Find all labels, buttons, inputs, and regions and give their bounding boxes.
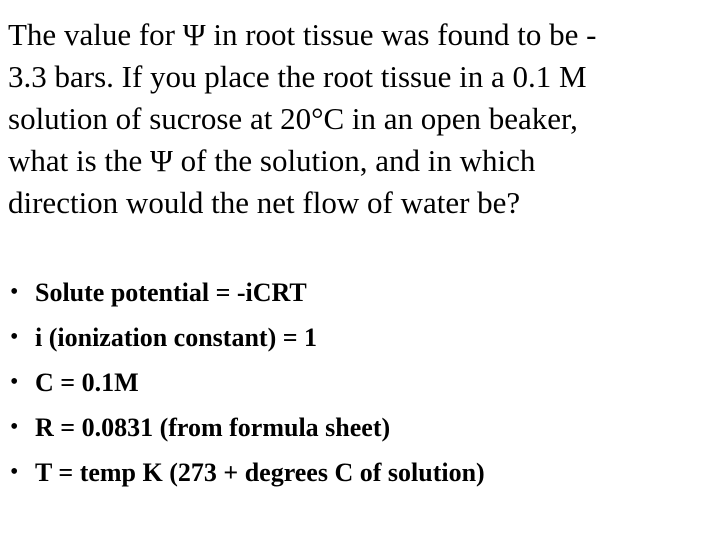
bullet-item-gas-constant bbox=[0, 405, 720, 450]
question-line: 3.3 bars. If you place the root tissue in a 0.1 M bbox=[8, 59, 587, 94]
bullet-item-solute-potential bbox=[0, 270, 720, 315]
bullet-item-ionization-constant bbox=[0, 315, 720, 360]
bullet-icon: • bbox=[10, 324, 19, 350]
bullet-list bbox=[0, 270, 720, 495]
bullet-text: Solute potential = -iCRT bbox=[35, 278, 307, 307]
question-line: The value for Ψ in root tissue was found to be - bbox=[8, 17, 597, 52]
question-text bbox=[8, 14, 712, 224]
question-line: solution of sucrose at 20°C in an open beaker, bbox=[8, 101, 578, 136]
question-line: what is the Ψ of the solution, and in which bbox=[8, 143, 536, 178]
bullet-text: T = temp K (273 + degrees C of solution) bbox=[35, 458, 485, 487]
bullet-icon: • bbox=[10, 279, 19, 305]
bullet-text: C = 0.1M bbox=[35, 368, 139, 397]
bullet-item-temperature bbox=[0, 450, 720, 495]
bullet-icon: • bbox=[10, 369, 19, 395]
bullet-item-concentration bbox=[0, 360, 720, 405]
bullet-text: i (ionization constant) = 1 bbox=[35, 323, 318, 352]
question-line: direction would the net flow of water be? bbox=[8, 185, 521, 220]
bullet-icon: • bbox=[10, 459, 19, 485]
bullet-text: R = 0.0831 (from formula sheet) bbox=[35, 413, 391, 442]
bullet-icon: • bbox=[10, 414, 19, 440]
